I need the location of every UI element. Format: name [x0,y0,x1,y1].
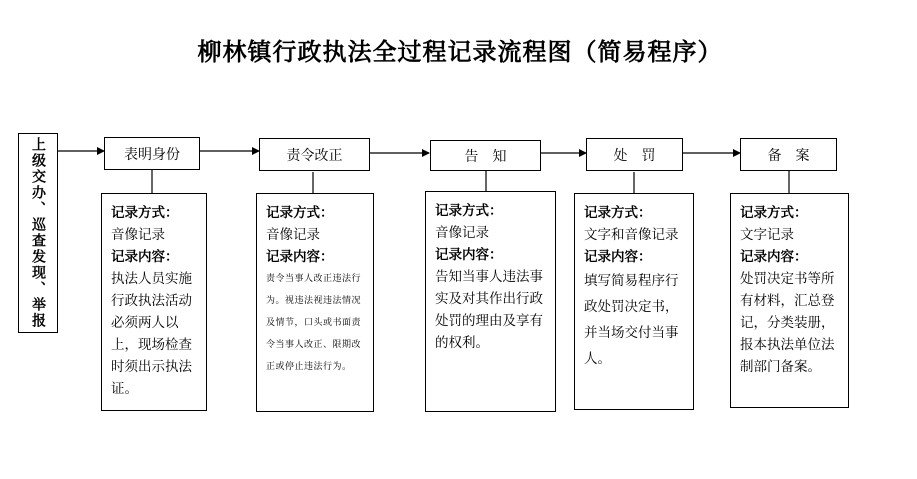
step-label: 责令改正 [286,147,343,164]
content-value: 告知当事人违法事实及对其作出行政处罚的理由及享有的权利。 [435,269,543,351]
method-heading: 记录方式： [266,205,334,221]
source-box [18,133,58,333]
detail-box-filing [730,193,849,408]
content-value: 执法人员实施行政执法活动必须两人以上，现场检查时须出示执法证。 [111,271,192,397]
method-heading: 记录方式： [584,205,652,221]
step-box-filing [740,138,837,171]
content-heading: 记录内容： [111,249,179,265]
method-value: 文字记录 [740,227,794,243]
content-heading: 记录内容： [740,249,808,265]
content-value: 处罚决定书等所有材料，汇总登记，分类装册，报本执法单位法制部门备案。 [740,271,835,375]
step-label: 告 知 [464,148,507,165]
content-heading: 记录内容： [584,249,652,265]
content-heading: 记录内容： [266,249,334,265]
step-label: 备 案 [767,147,810,164]
method-value: 音像记录 [435,225,489,241]
step-box-penalty [586,138,683,171]
detail-box-correct [256,193,374,412]
method-heading: 记录方式： [435,203,503,219]
method-value: 音像记录 [111,227,165,243]
content-value: 责令当事人改正违法行为。视违法视违法情况及情节，口头或书面责令当事人改正、限期改正或停止违法行为。 [266,274,362,372]
step-box-notify [430,140,541,171]
source-label: 上级交办、巡查发现、举报 [30,137,46,329]
content-value: 填写简易程序行政处罚决定书，并当场交付当事人。 [584,273,679,367]
detail-box-identify [101,193,207,411]
step-label: 处 罚 [613,147,656,164]
method-heading: 记录方式： [740,205,808,221]
step-box-identify [104,137,200,170]
content-heading: 记录内容： [435,247,503,263]
detail-box-penalty [574,193,694,410]
detail-box-notify [425,191,556,412]
method-heading: 记录方式： [111,205,179,221]
method-value: 音像记录 [266,227,320,243]
diagram-title: 柳林镇行政执法全过程记录流程图（简易程序） [197,37,723,66]
step-label: 表明身份 [124,146,180,163]
step-box-correct [259,138,370,171]
method-value: 文字和音像记录 [584,227,679,243]
